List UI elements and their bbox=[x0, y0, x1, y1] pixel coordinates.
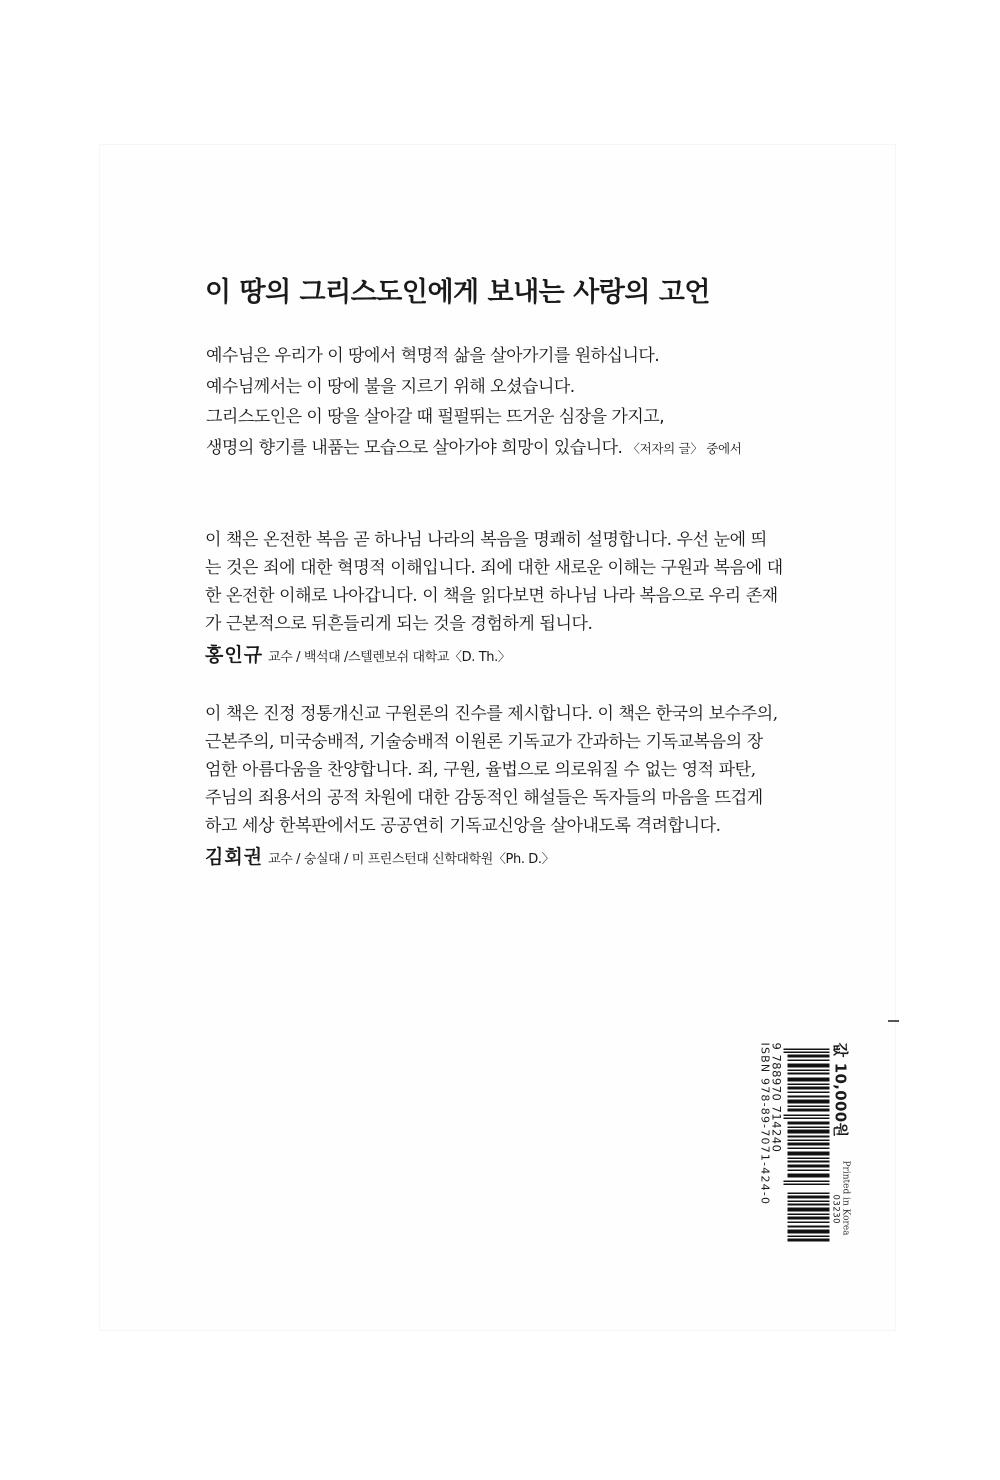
recommender-role: 교수 / 숭실대 / 미 프린스턴대 신학대학원〈Ph. D.〉 bbox=[268, 852, 555, 867]
recommendation-line: 근본주의, 미국숭배적, 기술숭배적 이원론 기독교가 간과하는 기독교복음의 장 bbox=[205, 732, 763, 752]
intro-line: 예수님은 우리가 이 땅에서 혁명적 삶을 살아가기를 원하십니다. bbox=[206, 346, 660, 366]
intro-quote bbox=[206, 341, 806, 464]
recommender bbox=[205, 842, 805, 875]
addon-code-label: 03230 bbox=[830, 1194, 841, 1225]
recommendation-line: 한 온전한 이해로 나아갑니다. 이 책을 읽다보면 하나님 나라 복음으로 우리 존재 bbox=[205, 586, 778, 606]
printed-in-label: Printed in Korea bbox=[840, 1160, 851, 1236]
isbn-barcode-icon bbox=[784, 1049, 830, 1187]
price-label: 값 10,000원 bbox=[831, 1042, 850, 1138]
recommendation-line: 하고 세상 한복판에서도 공공연히 기독교신앙을 살아내도록 격려합니다. bbox=[205, 816, 721, 836]
recommendation-line: 이 책은 진정 정통개신교 구원론의 진수를 제시합니다. 이 책은 한국의 보수주의, bbox=[205, 704, 778, 724]
recommender bbox=[205, 640, 805, 673]
isbn-number: ISBN 978-89-7071-424-0 bbox=[758, 1042, 772, 1206]
recommender-name: 김회권 bbox=[205, 846, 264, 868]
trim-mark bbox=[888, 1020, 899, 1022]
intro-line: 그리스도인은 이 땅을 살아갈 때 펄펄뛰는 뜨거운 심장을 가지고, bbox=[206, 407, 665, 427]
recommendation-line: 엄한 아름다움을 찬양합니다. 죄, 구원, 율법으로 의로워질 수 없는 영적 파탄, bbox=[205, 760, 756, 780]
intro-source: 〈저자의 글〉 중에서 bbox=[627, 440, 742, 456]
isbn-digits: 9 788970 714240 bbox=[769, 1042, 784, 1153]
recommendation-1 bbox=[205, 526, 805, 673]
addon-barcode-icon bbox=[788, 1193, 830, 1243]
recommendation-line: 이 책은 온전한 복음 곧 하나님 나라의 복음을 명쾌히 설명합니다. 우선 눈에 띄 bbox=[205, 530, 767, 550]
recommendation-line: 는 것은 죄에 대한 혁명적 이해입니다. 죄에 대한 새로운 이해는 구원과 복음에 대 bbox=[205, 558, 783, 578]
isbn-barcode-block bbox=[757, 1043, 852, 1343]
recommender-name: 홍인규 bbox=[205, 644, 264, 666]
recommendation-2 bbox=[205, 700, 805, 875]
intro-line: 예수님께서는 이 땅에 불을 지르기 위해 오셨습니다. bbox=[206, 376, 575, 397]
cover-title: 이 땅의 그리스도인에게 보내는 사랑의 고언 bbox=[205, 277, 710, 308]
intro-line-last bbox=[206, 433, 806, 465]
recommender-role: 교수 / 백석대 /스텔렌보쉬 대학교〈D. Th.〉 bbox=[268, 650, 511, 665]
recommendation-line: 가 근본적으로 뒤흔들리게 되는 것을 경험하게 됩니다. bbox=[205, 614, 593, 634]
recommendation-line: 주님의 죄용서의 공적 차원에 대한 감동적인 해설들은 독자들의 마음을 뜨겁게 bbox=[205, 788, 763, 808]
intro-line-text: 생명의 향기를 내품는 모습으로 살아가야 희망이 있습니다. bbox=[206, 437, 623, 458]
